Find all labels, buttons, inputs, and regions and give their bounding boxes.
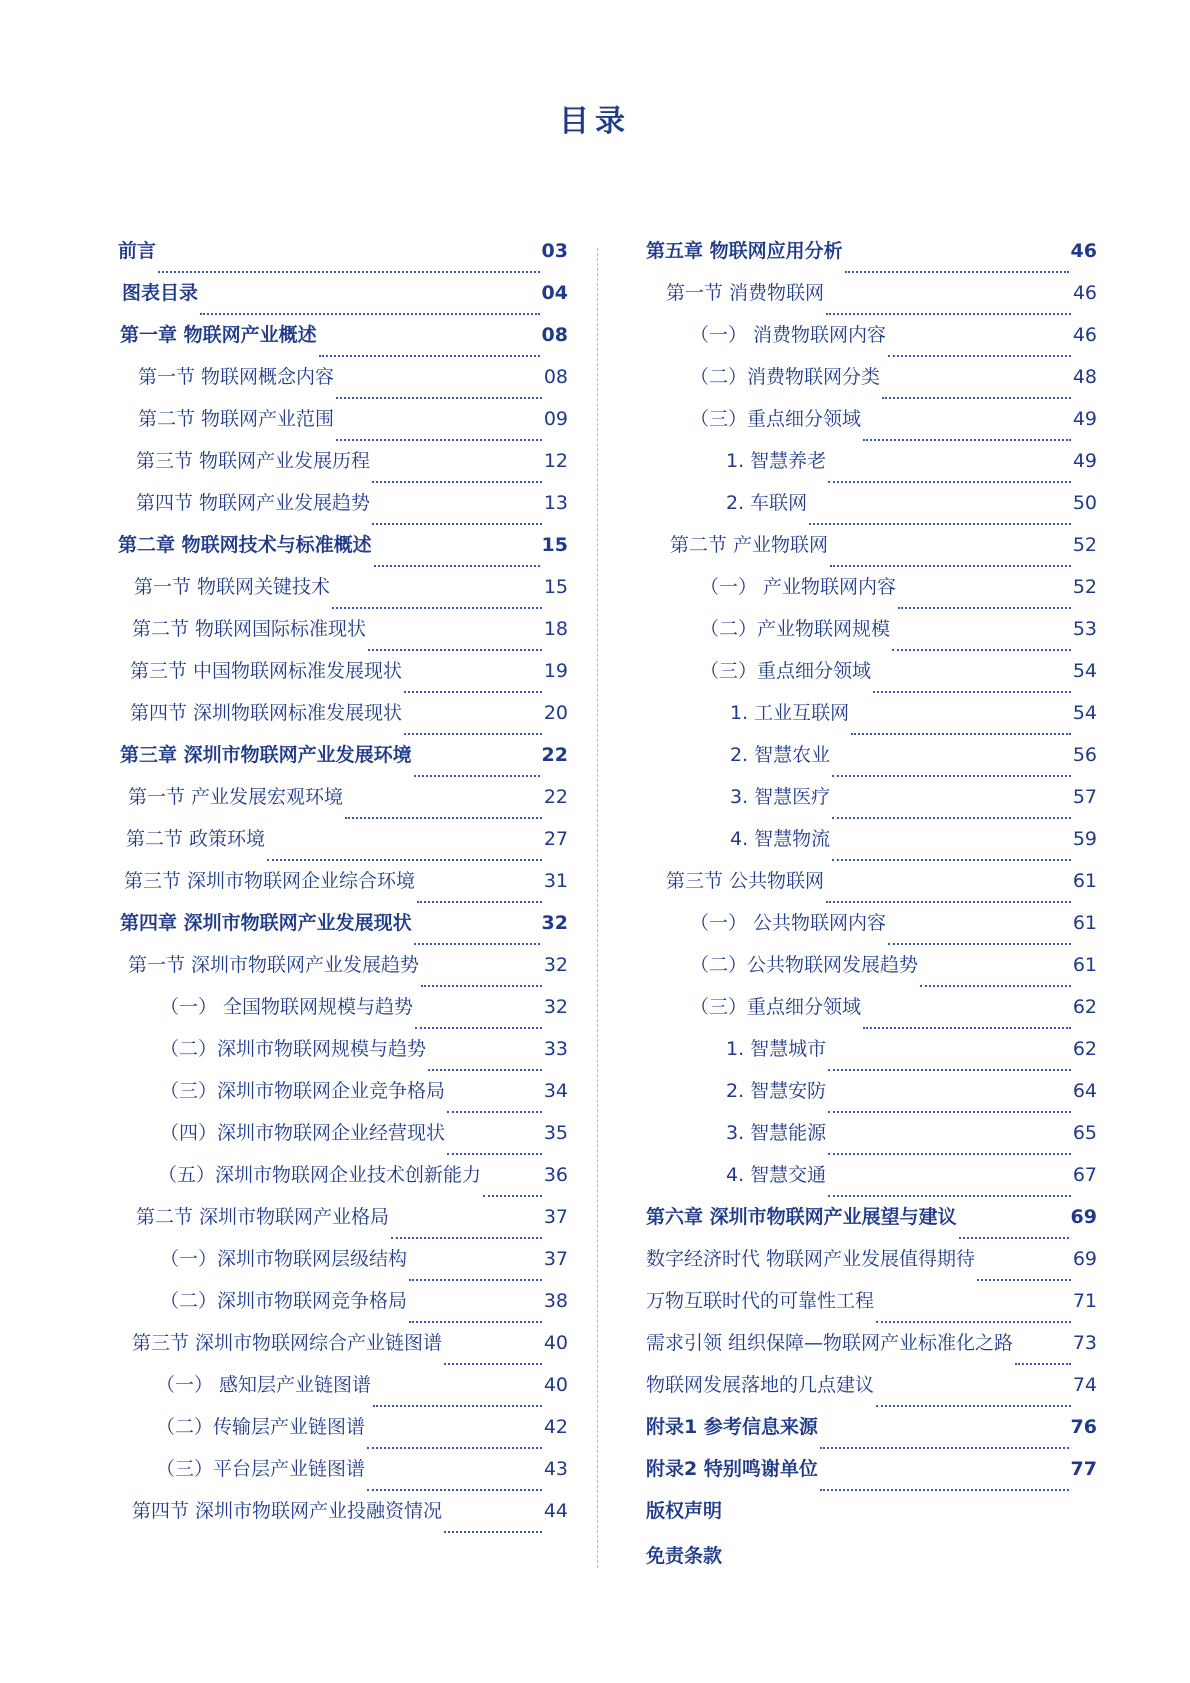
toc-entry[interactable]: [118, 1372, 568, 1414]
toc-entry-page: 37: [543, 1206, 568, 1228]
toc-leader-dots: [920, 984, 1071, 987]
toc-leader-dots: [828, 1194, 1071, 1197]
toc-entry-label: （二）深圳市物联网竞争格局: [160, 1290, 408, 1312]
toc-leader-dots: [367, 1446, 542, 1449]
toc-leader-dots: [414, 942, 540, 945]
toc-entry[interactable]: [118, 1120, 568, 1162]
toc-entry-page: 46: [1072, 324, 1097, 346]
toc-entry-label: （一）深圳市物联网层级结构: [160, 1248, 408, 1270]
toc-entry[interactable]: [118, 1288, 568, 1330]
toc-entry[interactable]: [646, 1543, 1097, 1588]
column-divider: [597, 248, 598, 1568]
toc-entry-page: 44: [543, 1500, 568, 1522]
toc-right-column: [646, 238, 1097, 1588]
toc-entry-page: 32: [541, 912, 568, 934]
toc-entry[interactable]: [646, 742, 1097, 784]
toc-entry[interactable]: [118, 658, 568, 700]
toc-entry-page: 62: [1072, 996, 1097, 1018]
toc-entry[interactable]: [646, 322, 1097, 364]
toc-entry-label: 附录2 特别鸣谢单位: [646, 1458, 818, 1480]
toc-entry-label: （二）深圳市物联网规模与趋势: [160, 1038, 427, 1060]
toc-leader-dots: [826, 312, 1071, 315]
toc-entry-page: 59: [1072, 828, 1097, 850]
toc-entry-label: （一） 产业物联网内容: [700, 576, 897, 598]
toc-leader-dots: [367, 1488, 542, 1491]
toc-leader-dots: [447, 1152, 542, 1155]
toc-entry-label: 第三节 中国物联网标准发展现状: [130, 660, 403, 682]
toc-leader-dots: [404, 690, 542, 693]
toc-entry-label: 前言: [118, 240, 157, 262]
toc-entry[interactable]: [118, 784, 568, 826]
toc-leader-dots: [372, 480, 542, 483]
toc-entry-label: 第二章 物联网技术与标准概述: [118, 534, 372, 556]
toc-leader-dots: [345, 816, 542, 819]
toc-leader-dots: [409, 1320, 542, 1323]
toc-entry-page: 37: [543, 1248, 568, 1270]
toc-entry-label: （三）重点细分领域: [690, 996, 862, 1018]
toc-entry-label: 图表目录: [122, 282, 199, 304]
toc-entry[interactable]: [118, 952, 568, 994]
toc-entry-label: （二）公共物联网发展趋势: [690, 954, 919, 976]
toc-leader-dots: [863, 1026, 1071, 1029]
toc-entry-page: 50: [1072, 492, 1097, 514]
toc-entry-label: 1. 工业互联网: [730, 702, 850, 724]
toc-entry-label: 第一节 物联网概念内容: [138, 366, 335, 388]
toc-entry[interactable]: [646, 1414, 1097, 1456]
toc-entry[interactable]: [118, 910, 568, 952]
toc-entry[interactable]: [646, 532, 1097, 574]
toc-entry-label: 第三节 物联网产业发展历程: [136, 450, 371, 472]
toc-leader-dots: [404, 732, 542, 735]
toc-entry-label: 第二节 产业物联网: [670, 534, 829, 556]
toc-entry-page: 31: [543, 870, 568, 892]
toc-entry[interactable]: [118, 532, 568, 574]
page-title: 目录: [559, 104, 631, 139]
toc-leader-dots: [809, 522, 1071, 525]
toc-entry-label: （三）重点细分领域: [690, 408, 862, 430]
toc-entry-label: 第三节 公共物联网: [666, 870, 825, 892]
toc-entry-label: 2. 智慧农业: [730, 744, 831, 766]
toc-leader-dots: [267, 858, 542, 861]
toc-entry-page: 40: [543, 1374, 568, 1396]
toc-entry[interactable]: [118, 406, 568, 448]
toc-leader-dots: [336, 396, 542, 399]
toc-entry-label: （三）平台层产业链图谱: [156, 1458, 366, 1480]
toc-entry-label: 1. 智慧城市: [726, 1038, 827, 1060]
toc-entry[interactable]: [646, 1498, 1097, 1543]
toc-leader-dots: [444, 1362, 542, 1365]
toc-entry[interactable]: [118, 574, 568, 616]
toc-leader-dots: [336, 438, 542, 441]
toc-entry[interactable]: [118, 1246, 568, 1288]
toc-entry-label: 第四节 深圳市物联网产业投融资情况: [132, 1500, 443, 1522]
toc-entry-page: 54: [1072, 660, 1097, 682]
toc-entry[interactable]: [646, 1078, 1097, 1120]
toc-entry[interactable]: [646, 490, 1097, 532]
toc-leader-dots: [1015, 1362, 1071, 1365]
toc-entry-label: 版权声明: [646, 1500, 723, 1522]
toc-leader-dots: [158, 270, 540, 273]
toc-leader-dots: [372, 522, 542, 525]
toc-entry-label: （三）重点细分领域: [700, 660, 872, 682]
toc-leader-dots: [959, 1236, 1069, 1239]
toc-entry[interactable]: [646, 1456, 1097, 1498]
toc-entry-page: 69: [1072, 1248, 1097, 1270]
toc-entry-page: 36: [543, 1164, 568, 1186]
toc-entry-label: 4. 智慧交通: [726, 1164, 827, 1186]
toc-entry[interactable]: [118, 742, 568, 784]
toc-entry-label: 第一节 物联网关键技术: [134, 576, 331, 598]
toc-entry[interactable]: [646, 1120, 1097, 1162]
toc-entry[interactable]: [646, 1036, 1097, 1078]
toc-entry-label: 第五章 物联网应用分析: [646, 240, 843, 262]
toc-leader-dots: [444, 1530, 542, 1533]
toc-entry[interactable]: [118, 490, 568, 532]
toc-entry-label: （三）深圳市物联网企业竞争格局: [160, 1080, 446, 1102]
toc-leader-dots: [873, 690, 1071, 693]
toc-entry[interactable]: [118, 238, 568, 280]
toc-entry[interactable]: [646, 910, 1097, 952]
toc-entry[interactable]: [118, 616, 568, 658]
toc-entry-page: 43: [543, 1458, 568, 1480]
toc-leader-dots: [845, 270, 1069, 273]
toc-entry[interactable]: [646, 826, 1097, 868]
toc-entry-label: 物联网发展落地的几点建议: [646, 1374, 875, 1396]
toc-entry[interactable]: [646, 574, 1097, 616]
toc-entry-label: 第二节 物联网国际标准现状: [132, 618, 367, 640]
toc-entry-label: 2. 车联网: [726, 492, 808, 514]
toc-leader-dots: [830, 564, 1071, 567]
toc-entry-label: 万物互联时代的可靠性工程: [646, 1290, 875, 1312]
toc-entry[interactable]: [646, 448, 1097, 490]
toc-entry-page: 61: [1072, 870, 1097, 892]
toc-entry-label: 第三章 深圳市物联网产业发展环境: [120, 744, 412, 766]
toc-entry-label: 第二节 深圳市物联网产业格局: [136, 1206, 390, 1228]
toc-leader-dots: [409, 1278, 542, 1281]
toc-entry-label: 第一节 深圳市物联网产业发展趋势: [128, 954, 420, 976]
toc-entry[interactable]: [646, 1246, 1097, 1288]
toc-entry-page: 62: [1072, 1038, 1097, 1060]
toc-entry-label: 附录1 参考信息来源: [646, 1416, 818, 1438]
toc-entry-label: 第一节 消费物联网: [666, 282, 825, 304]
toc-leader-dots: [898, 606, 1071, 609]
toc-entry[interactable]: [118, 1036, 568, 1078]
toc-entry-label: 3. 智慧能源: [726, 1122, 827, 1144]
toc-entry[interactable]: [646, 406, 1097, 448]
toc-leader-dots: [828, 1068, 1071, 1071]
toc-entry-page: 71: [1072, 1290, 1097, 1312]
toc-entry[interactable]: [646, 994, 1097, 1036]
toc-entry-label: 3. 智慧医疗: [730, 786, 831, 808]
toc-entry[interactable]: [646, 868, 1097, 910]
toc-leader-dots: [876, 1404, 1071, 1407]
toc-entry[interactable]: [118, 826, 568, 868]
toc-entry-page: 27: [543, 828, 568, 850]
toc-entry-page: 49: [1072, 450, 1097, 472]
toc-entry[interactable]: [118, 364, 568, 406]
toc-entry[interactable]: [118, 994, 568, 1036]
toc-entry-page: 13: [543, 492, 568, 514]
toc-entry[interactable]: [646, 1204, 1097, 1246]
toc-leader-dots: [828, 480, 1071, 483]
toc-entry-label: 需求引领 组织保障—物联网产业标准化之路: [646, 1332, 1014, 1354]
toc-entry-page: 22: [541, 744, 568, 766]
toc-entry-page: 32: [543, 996, 568, 1018]
toc-leader-dots: [332, 606, 542, 609]
toc-entry-page: 65: [1072, 1122, 1097, 1144]
toc-entry-page: 77: [1070, 1458, 1097, 1480]
toc-entry[interactable]: [646, 1372, 1097, 1414]
toc-entry-page: 67: [1072, 1164, 1097, 1186]
toc-entry[interactable]: [646, 1162, 1097, 1204]
toc-entry[interactable]: [646, 238, 1097, 280]
toc-leader-dots: [421, 984, 542, 987]
toc-entry[interactable]: [118, 700, 568, 742]
toc-leader-dots: [826, 900, 1071, 903]
toc-entry-label: 第四节 物联网产业发展趋势: [136, 492, 371, 514]
toc-entry-page: 53: [1072, 618, 1097, 640]
toc-entry-label: （二）消费物联网分类: [690, 366, 881, 388]
toc-leader-dots: [373, 1404, 542, 1407]
toc-entry-page: 08: [541, 324, 568, 346]
toc-entry[interactable]: [118, 868, 568, 910]
toc-entry-label: 第三节 深圳市物联网企业综合环境: [124, 870, 416, 892]
toc-entry-page: 38: [543, 1290, 568, 1312]
toc-entry-page: 15: [541, 534, 568, 556]
toc-entry-page: 18: [543, 618, 568, 640]
toc-leader-dots: [851, 732, 1071, 735]
toc-entry[interactable]: [118, 1498, 568, 1540]
toc-leader-dots: [428, 1068, 542, 1071]
toc-leader-dots: [876, 1320, 1071, 1323]
toc-entry-page: 42: [543, 1416, 568, 1438]
toc-entry[interactable]: [646, 1288, 1097, 1330]
toc-entry[interactable]: [118, 448, 568, 490]
toc-entry-page: 40: [543, 1332, 568, 1354]
toc-leader-dots: [374, 564, 540, 567]
toc-entry-label: 第四节 深圳物联网标准发展现状: [130, 702, 403, 724]
toc-entry-page: 35: [543, 1122, 568, 1144]
toc-entry-label: 第六章 深圳市物联网产业展望与建议: [646, 1206, 957, 1228]
toc-entry-label: （二）传输层产业链图谱: [156, 1416, 366, 1438]
toc-entry-label: 2. 智慧安防: [726, 1080, 827, 1102]
toc-entry-page: 09: [543, 408, 568, 430]
toc-entry-page: 04: [541, 282, 568, 304]
toc-entry-page: 61: [1072, 954, 1097, 976]
toc-entry-label: 4. 智慧物流: [730, 828, 831, 850]
toc-leader-dots: [391, 1236, 542, 1239]
toc-leader-dots: [828, 1152, 1071, 1155]
toc-leader-dots: [892, 648, 1071, 651]
toc-entry-page: 32: [543, 954, 568, 976]
toc-entry-page: 73: [1072, 1332, 1097, 1354]
toc-entry-label: 数字经济时代 物联网产业发展值得期待: [646, 1248, 976, 1270]
toc-leader-dots: [977, 1278, 1071, 1281]
toc-leader-dots: [414, 774, 540, 777]
toc-entry[interactable]: [118, 1078, 568, 1120]
toc-entry-label: 第一章 物联网产业概述: [120, 324, 317, 346]
toc-entry[interactable]: [646, 616, 1097, 658]
toc-leader-dots: [888, 354, 1071, 357]
toc-entry-label: 第一节 产业发展宏观环境: [128, 786, 344, 808]
toc-leader-dots: [882, 396, 1071, 399]
toc-entry-page: 76: [1070, 1416, 1097, 1438]
toc-leader-dots: [417, 900, 542, 903]
toc-entry[interactable]: [118, 1414, 568, 1456]
toc-entry-label: （一） 公共物联网内容: [690, 912, 887, 934]
toc-leader-dots: [200, 312, 540, 315]
toc-entry-label: （五）深圳市物联网企业技术创新能力: [158, 1164, 482, 1186]
toc-entry-page: 15: [543, 576, 568, 598]
toc-left-column: [118, 238, 568, 1540]
toc-leader-dots: [863, 438, 1071, 441]
toc-leader-dots: [832, 816, 1071, 819]
toc-entry-page: 57: [1072, 786, 1097, 808]
toc-entry-label: 第二节 物联网产业范围: [138, 408, 335, 430]
toc-entry-page: 12: [543, 450, 568, 472]
toc-entry-page: 46: [1070, 240, 1097, 262]
toc-entry-page: 03: [541, 240, 568, 262]
toc-entry-page: 74: [1072, 1374, 1097, 1396]
toc-entry-label: （二）产业物联网规模: [700, 618, 891, 640]
toc-entry-page: 46: [1072, 282, 1097, 304]
toc-leader-dots: [820, 1488, 1069, 1491]
toc-entry[interactable]: [118, 322, 568, 364]
toc-entry-page: 69: [1070, 1206, 1097, 1228]
toc-entry[interactable]: [646, 280, 1097, 322]
toc-entry[interactable]: [118, 1456, 568, 1498]
toc-entry-label: （四）深圳市物联网企业经营现状: [160, 1122, 446, 1144]
toc-entry-page: 54: [1072, 702, 1097, 724]
toc-leader-dots: [368, 648, 542, 651]
toc-entry[interactable]: [646, 658, 1097, 700]
toc-entry-page: 61: [1072, 912, 1097, 934]
toc-entry-label: 第二节 政策环境: [126, 828, 266, 850]
toc-entry-page: 20: [543, 702, 568, 724]
toc-entry-page: 34: [543, 1080, 568, 1102]
toc-entry[interactable]: [118, 1162, 568, 1204]
toc-entry-label: （一） 感知层产业链图谱: [156, 1374, 372, 1396]
toc-entry-page: 56: [1072, 744, 1097, 766]
toc-leader-dots: [888, 942, 1071, 945]
toc-leader-dots: [483, 1194, 542, 1197]
toc-entry[interactable]: [646, 700, 1097, 742]
toc-entry-page: 08: [543, 366, 568, 388]
toc-leader-dots: [832, 858, 1071, 861]
toc-leader-dots: [820, 1446, 1069, 1449]
toc-leader-dots: [415, 1026, 542, 1029]
toc-entry-page: 48: [1072, 366, 1097, 388]
toc-leader-dots: [319, 354, 540, 357]
toc-entry[interactable]: [646, 784, 1097, 826]
toc-leader-dots: [828, 1110, 1071, 1113]
toc-entry-page: 19: [543, 660, 568, 682]
toc-entry[interactable]: [118, 1204, 568, 1246]
toc-entry-page: 33: [543, 1038, 568, 1060]
toc-entry[interactable]: [646, 952, 1097, 994]
toc-entry-label: （一） 消费物联网内容: [690, 324, 887, 346]
toc-entry-page: 52: [1072, 534, 1097, 556]
toc-entry[interactable]: [646, 1330, 1097, 1372]
toc-entry-page: 52: [1072, 576, 1097, 598]
toc-entry-label: 第三节 深圳市物联网综合产业链图谱: [132, 1332, 443, 1354]
toc-entry[interactable]: [118, 1330, 568, 1372]
toc-leader-dots: [447, 1110, 542, 1113]
toc-entry-label: 免责条款: [646, 1545, 723, 1567]
toc-entry[interactable]: [118, 280, 568, 322]
toc-entry-label: 1. 智慧养老: [726, 450, 827, 472]
toc-entry[interactable]: [646, 364, 1097, 406]
toc-entry-page: 49: [1072, 408, 1097, 430]
toc-entry-label: （一） 全国物联网规模与趋势: [160, 996, 414, 1018]
toc-entry-page: 22: [543, 786, 568, 808]
toc-entry-label: 第四章 深圳市物联网产业发展现状: [120, 912, 412, 934]
toc-leader-dots: [832, 774, 1071, 777]
toc-entry-page: 64: [1072, 1080, 1097, 1102]
